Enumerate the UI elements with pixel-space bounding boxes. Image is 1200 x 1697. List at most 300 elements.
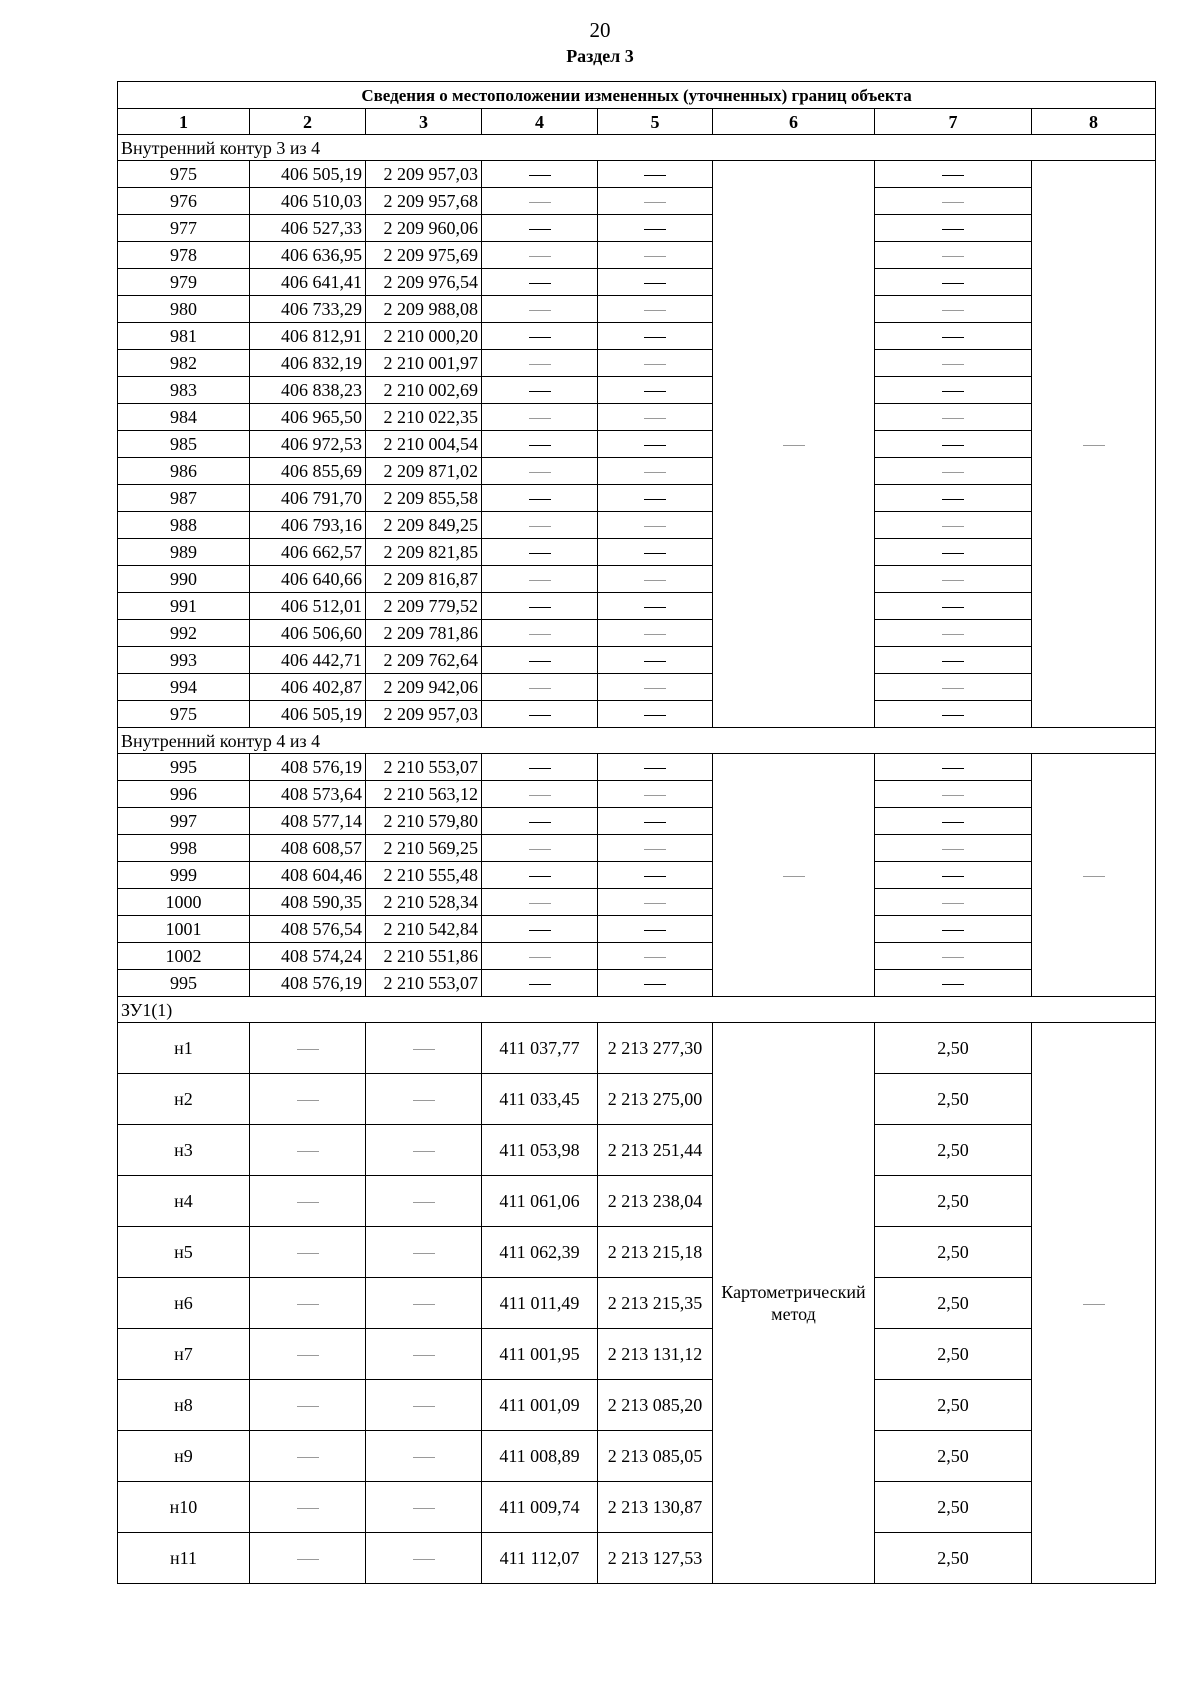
dash-mark — [529, 499, 551, 500]
new-y-cell — [598, 647, 713, 674]
new-x-cell — [482, 188, 598, 215]
new-y-cell — [598, 620, 713, 647]
new-x-cell — [482, 377, 598, 404]
new-y-cell — [598, 350, 713, 377]
dash-mark — [529, 310, 551, 311]
existing-x-cell: 408 577,14 — [250, 808, 366, 835]
table-row — [118, 970, 1156, 997]
existing-x-cell: 406 733,29 — [250, 296, 366, 323]
existing-x-cell — [250, 1227, 366, 1278]
existing-y-cell: 2 210 553,07 — [366, 970, 482, 997]
precision-cell: 2,50 — [875, 1074, 1032, 1125]
dash-mark — [942, 175, 964, 176]
existing-x-cell: 406 641,41 — [250, 269, 366, 296]
new-y-cell — [598, 674, 713, 701]
new-y-cell: 2 213 238,04 — [598, 1176, 713, 1227]
dash-mark — [413, 1202, 435, 1203]
point-number-cell: н8 — [118, 1380, 250, 1431]
precision-cell — [875, 431, 1032, 458]
existing-y-cell — [366, 1482, 482, 1533]
existing-x-cell: 406 510,03 — [250, 188, 366, 215]
dash-mark — [942, 472, 964, 473]
dash-mark — [644, 391, 666, 392]
new-y-cell: 2 213 085,20 — [598, 1380, 713, 1431]
group-header-row — [118, 728, 1156, 754]
dash-mark — [529, 175, 551, 176]
point-number-cell: н3 — [118, 1125, 250, 1176]
table-row — [118, 377, 1156, 404]
existing-y-cell: 2 209 849,25 — [366, 512, 482, 539]
new-x-cell — [482, 647, 598, 674]
table-row — [118, 215, 1156, 242]
precision-cell — [875, 701, 1032, 728]
new-y-cell — [598, 296, 713, 323]
existing-y-cell — [366, 1125, 482, 1176]
point-number-cell: 997 — [118, 808, 250, 835]
point-number-cell: 977 — [118, 215, 250, 242]
precision-cell — [875, 404, 1032, 431]
existing-y-cell: 2 210 553,07 — [366, 754, 482, 781]
new-y-cell: 2 213 277,30 — [598, 1023, 713, 1074]
table-row — [118, 458, 1156, 485]
dash-mark — [413, 1355, 435, 1356]
existing-x-cell: 406 527,33 — [250, 215, 366, 242]
new-x-cell — [482, 296, 598, 323]
dash-mark — [644, 229, 666, 230]
existing-x-cell: 408 573,64 — [250, 781, 366, 808]
existing-y-cell: 2 210 022,35 — [366, 404, 482, 431]
point-number-cell: н10 — [118, 1482, 250, 1533]
table-row — [118, 1380, 1156, 1431]
dash-mark — [942, 202, 964, 203]
group-header-row — [118, 135, 1156, 161]
existing-x-cell — [250, 1482, 366, 1533]
precision-cell: 2,50 — [875, 1431, 1032, 1482]
dash-mark — [942, 822, 964, 823]
precision-cell — [875, 808, 1032, 835]
new-x-cell: 411 033,45 — [482, 1074, 598, 1125]
dash-mark — [529, 202, 551, 203]
dash-mark — [1083, 876, 1105, 877]
new-x-cell: 411 053,98 — [482, 1125, 598, 1176]
new-x-cell — [482, 539, 598, 566]
dash-mark — [644, 634, 666, 635]
dash-mark — [413, 1304, 435, 1305]
table-row — [118, 566, 1156, 593]
dash-mark — [529, 849, 551, 850]
point-number-cell: 992 — [118, 620, 250, 647]
dash-mark — [529, 715, 551, 716]
existing-x-cell — [250, 1176, 366, 1227]
existing-y-cell: 2 209 957,03 — [366, 701, 482, 728]
table-row — [118, 620, 1156, 647]
column-number-7: 7 — [875, 109, 1032, 135]
dash-mark — [413, 1100, 435, 1101]
existing-x-cell — [250, 1278, 366, 1329]
new-x-cell — [482, 458, 598, 485]
dash-mark — [942, 688, 964, 689]
new-y-cell: 2 213 130,87 — [598, 1482, 713, 1533]
existing-y-cell: 2 210 002,69 — [366, 377, 482, 404]
method-cell — [713, 161, 875, 728]
precision-cell: 2,50 — [875, 1176, 1032, 1227]
group-label: ЗУ1(1) — [118, 997, 1156, 1023]
existing-y-cell: 2 209 781,86 — [366, 620, 482, 647]
column-number-3: 3 — [366, 109, 482, 135]
existing-x-cell — [250, 1533, 366, 1584]
existing-y-cell: 2 209 988,08 — [366, 296, 482, 323]
dash-mark — [529, 526, 551, 527]
group-header-row — [118, 997, 1156, 1023]
dash-mark — [942, 930, 964, 931]
table-row — [118, 862, 1156, 889]
existing-y-cell — [366, 1074, 482, 1125]
new-x-cell — [482, 512, 598, 539]
dash-mark — [942, 418, 964, 419]
dash-mark — [942, 715, 964, 716]
dash-mark — [297, 1304, 319, 1305]
dash-mark — [644, 984, 666, 985]
dash-mark — [942, 526, 964, 527]
existing-y-cell: 2 209 816,87 — [366, 566, 482, 593]
new-x-cell — [482, 862, 598, 889]
dash-mark — [529, 661, 551, 662]
new-x-cell — [482, 323, 598, 350]
existing-x-cell: 406 812,91 — [250, 323, 366, 350]
table-body — [118, 82, 1156, 1584]
dash-mark — [942, 876, 964, 877]
new-x-cell — [482, 566, 598, 593]
existing-x-cell: 406 791,70 — [250, 485, 366, 512]
dash-mark — [942, 768, 964, 769]
table-row — [118, 781, 1156, 808]
existing-x-cell: 408 576,19 — [250, 970, 366, 997]
table-row — [118, 1533, 1156, 1584]
new-y-cell: 2 213 251,44 — [598, 1125, 713, 1176]
existing-y-cell — [366, 1176, 482, 1227]
dash-mark — [529, 283, 551, 284]
precision-cell — [875, 242, 1032, 269]
table-row — [118, 1125, 1156, 1176]
new-x-cell — [482, 431, 598, 458]
dash-mark — [942, 580, 964, 581]
point-number-cell: н11 — [118, 1533, 250, 1584]
existing-x-cell: 406 855,69 — [250, 458, 366, 485]
point-number-cell: 998 — [118, 835, 250, 862]
existing-x-cell: 406 662,57 — [250, 539, 366, 566]
existing-y-cell — [366, 1329, 482, 1380]
new-y-cell: 2 213 127,53 — [598, 1533, 713, 1584]
existing-y-cell: 2 210 001,97 — [366, 350, 482, 377]
dash-mark — [297, 1508, 319, 1509]
precision-cell: 2,50 — [875, 1278, 1032, 1329]
dash-mark — [942, 903, 964, 904]
point-number-cell: 994 — [118, 674, 250, 701]
point-number-cell: 986 — [118, 458, 250, 485]
dash-mark — [413, 1406, 435, 1407]
new-x-cell: 411 062,39 — [482, 1227, 598, 1278]
new-y-cell — [598, 566, 713, 593]
existing-y-cell: 2 209 779,52 — [366, 593, 482, 620]
method-cell: Картометрический метод — [713, 1023, 875, 1584]
existing-x-cell — [250, 1431, 366, 1482]
precision-cell: 2,50 — [875, 1329, 1032, 1380]
point-number-cell: 989 — [118, 539, 250, 566]
group-label: Внутренний контур 4 из 4 — [118, 728, 1156, 754]
new-x-cell — [482, 808, 598, 835]
precision-cell — [875, 647, 1032, 674]
point-number-cell: 984 — [118, 404, 250, 431]
existing-y-cell: 2 209 762,64 — [366, 647, 482, 674]
point-number-cell: н4 — [118, 1176, 250, 1227]
dash-mark — [413, 1151, 435, 1152]
column-number-2: 2 — [250, 109, 366, 135]
description-cell — [1032, 161, 1156, 728]
existing-x-cell: 408 574,24 — [250, 943, 366, 970]
new-x-cell — [482, 970, 598, 997]
existing-y-cell: 2 209 871,02 — [366, 458, 482, 485]
existing-y-cell: 2 209 821,85 — [366, 539, 482, 566]
dash-mark — [297, 1355, 319, 1356]
precision-cell — [875, 377, 1032, 404]
existing-x-cell — [250, 1074, 366, 1125]
dash-mark — [644, 768, 666, 769]
point-number-cell: н1 — [118, 1023, 250, 1074]
precision-cell: 2,50 — [875, 1125, 1032, 1176]
dash-mark — [644, 256, 666, 257]
precision-cell: 2,50 — [875, 1227, 1032, 1278]
existing-x-cell: 406 793,16 — [250, 512, 366, 539]
table-row — [118, 512, 1156, 539]
dash-mark — [529, 256, 551, 257]
new-x-cell — [482, 674, 598, 701]
existing-x-cell: 406 402,87 — [250, 674, 366, 701]
table-row — [118, 188, 1156, 215]
dash-mark — [644, 202, 666, 203]
existing-x-cell: 408 576,19 — [250, 754, 366, 781]
new-x-cell — [482, 754, 598, 781]
new-y-cell — [598, 377, 713, 404]
precision-cell — [875, 943, 1032, 970]
precision-cell — [875, 566, 1032, 593]
table-row — [118, 835, 1156, 862]
new-x-cell: 411 001,09 — [482, 1380, 598, 1431]
new-y-cell — [598, 835, 713, 862]
dash-mark — [942, 391, 964, 392]
new-x-cell — [482, 485, 598, 512]
table-row — [118, 593, 1156, 620]
point-number-cell: 988 — [118, 512, 250, 539]
precision-cell — [875, 161, 1032, 188]
existing-x-cell — [250, 1125, 366, 1176]
dash-mark — [644, 310, 666, 311]
dash-mark — [942, 849, 964, 850]
dash-mark — [413, 1508, 435, 1509]
existing-x-cell — [250, 1380, 366, 1431]
dash-mark — [644, 661, 666, 662]
point-number-cell: 981 — [118, 323, 250, 350]
new-y-cell — [598, 431, 713, 458]
precision-cell — [875, 970, 1032, 997]
new-x-cell — [482, 404, 598, 431]
dash-mark — [529, 364, 551, 365]
existing-x-cell: 406 512,01 — [250, 593, 366, 620]
new-y-cell — [598, 862, 713, 889]
point-number-cell: 990 — [118, 566, 250, 593]
point-number-cell: 975 — [118, 701, 250, 728]
existing-y-cell: 2 210 004,54 — [366, 431, 482, 458]
dash-mark — [529, 768, 551, 769]
dash-mark — [529, 795, 551, 796]
table-row — [118, 647, 1156, 674]
dash-mark — [529, 229, 551, 230]
new-x-cell: 411 037,77 — [482, 1023, 598, 1074]
point-number-cell: н5 — [118, 1227, 250, 1278]
table-row — [118, 1482, 1156, 1533]
table-title: Сведения о местоположении измененных (уточненных) границ объекта — [118, 82, 1156, 109]
precision-cell — [875, 215, 1032, 242]
point-number-cell: 995 — [118, 970, 250, 997]
new-x-cell: 411 008,89 — [482, 1431, 598, 1482]
dash-mark — [297, 1151, 319, 1152]
new-y-cell — [598, 701, 713, 728]
table-row — [118, 1023, 1156, 1074]
precision-cell — [875, 835, 1032, 862]
existing-x-cell: 406 442,71 — [250, 647, 366, 674]
new-y-cell — [598, 754, 713, 781]
existing-x-cell — [250, 1329, 366, 1380]
new-x-cell — [482, 781, 598, 808]
dash-mark — [942, 337, 964, 338]
precision-cell — [875, 188, 1032, 215]
column-number-1: 1 — [118, 109, 250, 135]
existing-y-cell: 2 210 569,25 — [366, 835, 482, 862]
column-number-row — [118, 109, 1156, 135]
dash-mark — [942, 445, 964, 446]
dash-mark — [413, 1457, 435, 1458]
point-number-cell: 1000 — [118, 889, 250, 916]
table-row — [118, 485, 1156, 512]
dash-mark — [297, 1253, 319, 1254]
new-y-cell — [598, 512, 713, 539]
dash-mark — [529, 391, 551, 392]
new-x-cell — [482, 916, 598, 943]
dash-mark — [644, 283, 666, 284]
point-number-cell: 979 — [118, 269, 250, 296]
dash-mark — [644, 876, 666, 877]
table-row — [118, 404, 1156, 431]
dash-mark — [942, 364, 964, 365]
dash-mark — [529, 930, 551, 931]
point-number-cell: 1001 — [118, 916, 250, 943]
dash-mark — [529, 337, 551, 338]
new-x-cell: 411 011,49 — [482, 1278, 598, 1329]
existing-x-cell: 406 636,95 — [250, 242, 366, 269]
table-row — [118, 161, 1156, 188]
dash-mark — [297, 1049, 319, 1050]
table-row — [118, 754, 1156, 781]
existing-x-cell: 408 576,54 — [250, 916, 366, 943]
table-row — [118, 916, 1156, 943]
page-number: 20 — [589, 18, 611, 42]
table-row — [118, 1278, 1156, 1329]
column-number-6: 6 — [713, 109, 875, 135]
existing-y-cell: 2 210 528,34 — [366, 889, 482, 916]
dash-mark — [942, 229, 964, 230]
point-number-cell: 975 — [118, 161, 250, 188]
precision-cell — [875, 512, 1032, 539]
table-row — [118, 296, 1156, 323]
dash-mark — [529, 876, 551, 877]
existing-x-cell: 406 838,23 — [250, 377, 366, 404]
existing-x-cell: 406 505,19 — [250, 701, 366, 728]
dash-mark — [529, 418, 551, 419]
dash-mark — [783, 876, 805, 877]
dash-mark — [644, 849, 666, 850]
existing-y-cell — [366, 1431, 482, 1482]
existing-x-cell: 406 640,66 — [250, 566, 366, 593]
table-row — [118, 242, 1156, 269]
dash-mark — [297, 1559, 319, 1560]
existing-y-cell — [366, 1227, 482, 1278]
new-x-cell: 411 001,95 — [482, 1329, 598, 1380]
dash-mark — [644, 526, 666, 527]
dash-mark — [644, 930, 666, 931]
existing-y-cell: 2 209 957,03 — [366, 161, 482, 188]
point-number-cell: 999 — [118, 862, 250, 889]
precision-cell: 2,50 — [875, 1023, 1032, 1074]
point-number-cell: 985 — [118, 431, 250, 458]
table-row — [118, 1176, 1156, 1227]
precision-cell — [875, 781, 1032, 808]
dash-mark — [644, 175, 666, 176]
point-number-cell: 1002 — [118, 943, 250, 970]
existing-x-cell: 406 505,19 — [250, 161, 366, 188]
new-y-cell — [598, 593, 713, 620]
new-y-cell: 2 213 131,12 — [598, 1329, 713, 1380]
new-y-cell — [598, 161, 713, 188]
new-y-cell — [598, 916, 713, 943]
dash-mark — [529, 580, 551, 581]
existing-y-cell: 2 210 000,20 — [366, 323, 482, 350]
column-number-5: 5 — [598, 109, 713, 135]
new-x-cell — [482, 835, 598, 862]
table-row — [118, 1227, 1156, 1278]
new-y-cell — [598, 188, 713, 215]
new-y-cell — [598, 242, 713, 269]
table-row — [118, 674, 1156, 701]
dash-mark — [644, 445, 666, 446]
dash-mark — [529, 957, 551, 958]
new-y-cell — [598, 458, 713, 485]
precision-cell — [875, 674, 1032, 701]
dash-mark — [942, 984, 964, 985]
table-row — [118, 943, 1156, 970]
dash-mark — [413, 1253, 435, 1254]
new-x-cell — [482, 889, 598, 916]
new-x-cell — [482, 701, 598, 728]
new-x-cell — [482, 161, 598, 188]
new-y-cell: 2 213 275,00 — [598, 1074, 713, 1125]
existing-y-cell: 2 210 579,80 — [366, 808, 482, 835]
new-x-cell — [482, 242, 598, 269]
point-number-cell: н7 — [118, 1329, 250, 1380]
dash-mark — [529, 445, 551, 446]
table-title-row — [118, 82, 1156, 109]
point-number-cell: н2 — [118, 1074, 250, 1125]
table-row — [118, 701, 1156, 728]
precision-cell — [875, 323, 1032, 350]
